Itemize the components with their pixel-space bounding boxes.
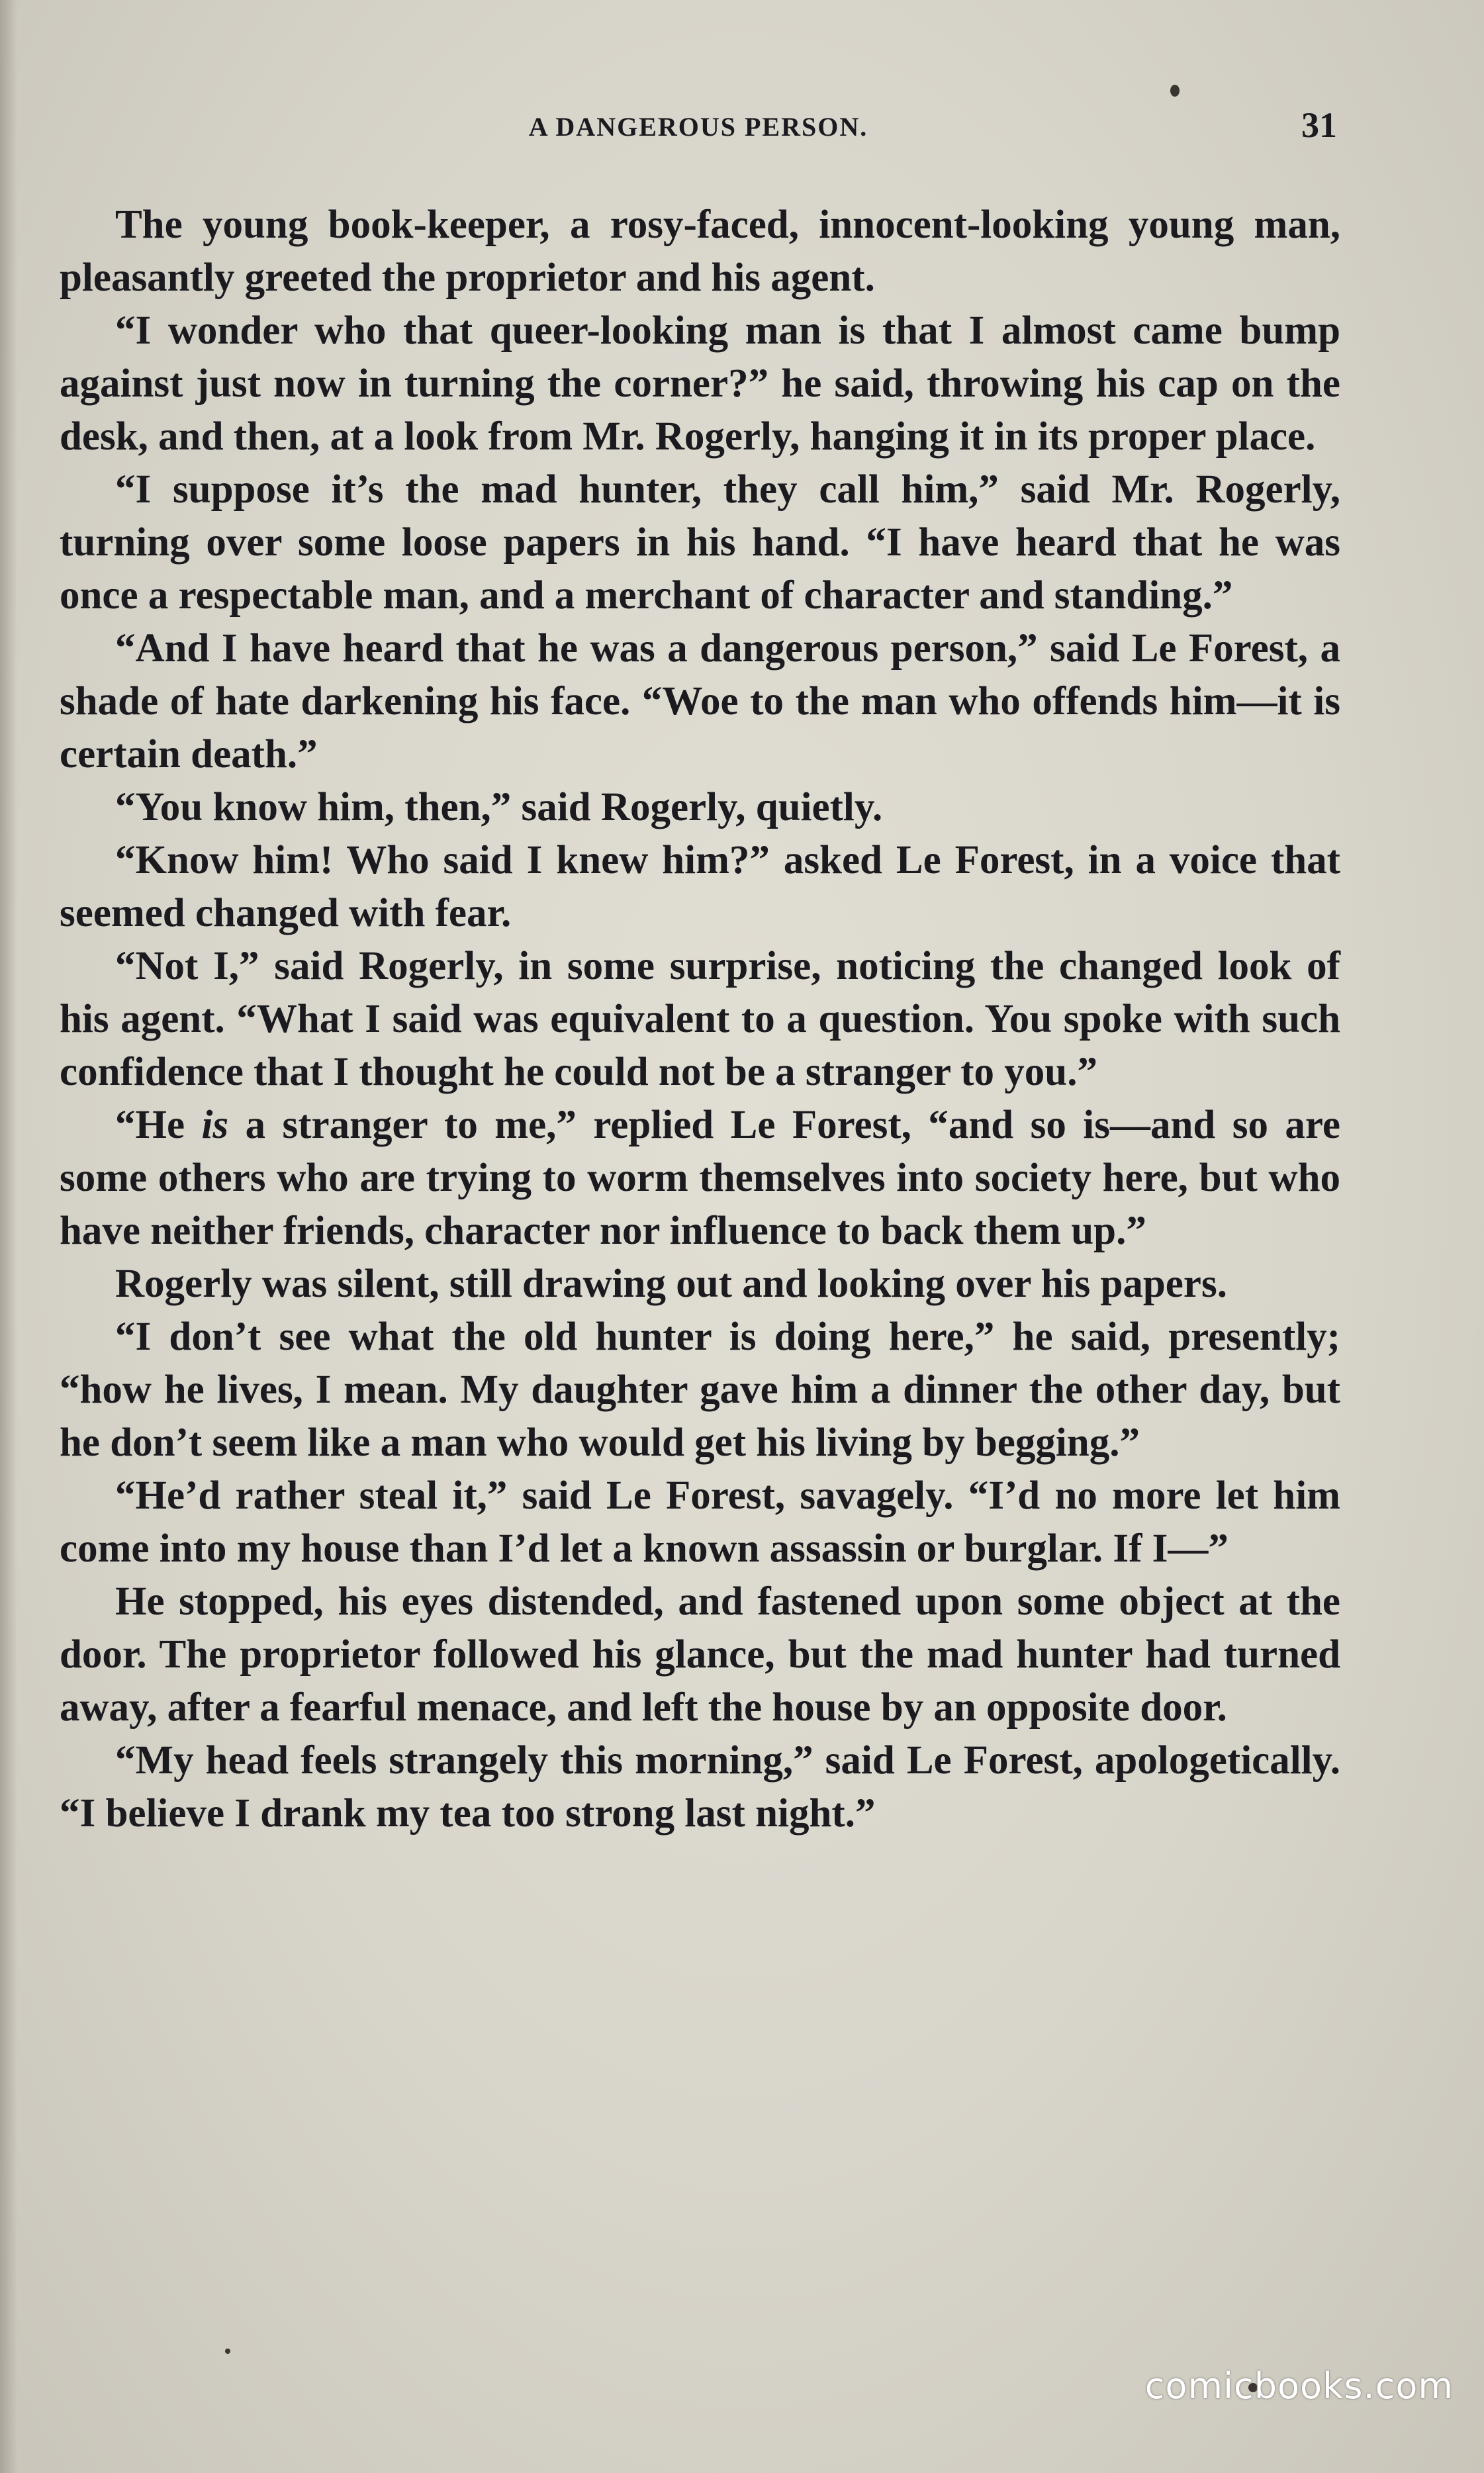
paragraph: Rogerly was silent, still drawing out and looking over his papers.: [115, 1262, 1227, 1306]
paragraph: He stopped, his eyes distended, and fastened upon some object at the door. The proprietor followed his glance, but the mad hunter had turned away, after a fearful menace, and left the house by an opposite door.: [60, 1579, 1340, 1730]
body-text: [60, 199, 1340, 1840]
page-header: [60, 93, 1337, 152]
paragraph: “He is a stranger to me,” replied Le Forest, “and so is—and so are some others who are trying to worm themselves into society here, but who have neither friends, character nor influence to back them up.”: [60, 1103, 1340, 1253]
watermark: comicbooks.com: [1144, 2365, 1454, 2407]
paragraph: “I don’t see what the old hunter is doing here,” he said, presently; “how he lives, I mean. My daughter gave him a dinner the other day, but he don’t seem like a man who would get his living by begging.”: [60, 1315, 1340, 1465]
paragraph: “And I have heard that he was a dangerous person,” said Le Forest, a shade of hate darkening his face. “Woe to the man who offends him—it is certain death.”: [60, 626, 1340, 776]
paragraph: The young book-keeper, a rosy-faced, innocent-looking young man, pleasantly greeted the proprietor and his agent.: [60, 203, 1340, 300]
page-number: 31: [1301, 105, 1337, 145]
paragraph: “I wonder who that queer-looking man is that I almost came bump against just now in turning the corner?” he said, throwing his cap on the desk, and then, at a look from Mr. Rogerly, hanging it in its proper place.: [60, 308, 1340, 459]
running-head: A DANGEROUS PERSON.: [528, 112, 868, 142]
paragraph: “Know him! Who said I knew him?” asked Le Forest, in a voice that seemed changed with fear.: [60, 838, 1340, 935]
paragraph: “You know him, then,” said Rogerly, quietly.: [115, 785, 883, 829]
paper-speck: [1170, 85, 1180, 97]
paragraph: “I suppose it’s the mad hunter, they call him,” said Mr. Rogerly, turning over some loose papers in his hand. “I have heard that he was once a respectable man, and a merchant of character and standing.”: [60, 467, 1340, 618]
paper-speck: [225, 2349, 230, 2354]
paragraph: “My head feels strangely this morning,” said Le Forest, apologetically. “I believe I drank my tea too strong last night.”: [60, 1738, 1340, 1836]
paragraph: “Not I,” said Rogerly, in some surprise, noticing the changed look of his agent. “What I said was equivalent to a question. You spoke with such confidence that I thought he could not be a stranger to you.”: [60, 944, 1340, 1094]
page-gutter-shadow: [0, 0, 17, 2473]
paragraph: “He’d rather steal it,” said Le Forest, savagely. “I’d no more let him come into my house than I’d let a known assassin or burglar. If I—”: [60, 1473, 1340, 1571]
